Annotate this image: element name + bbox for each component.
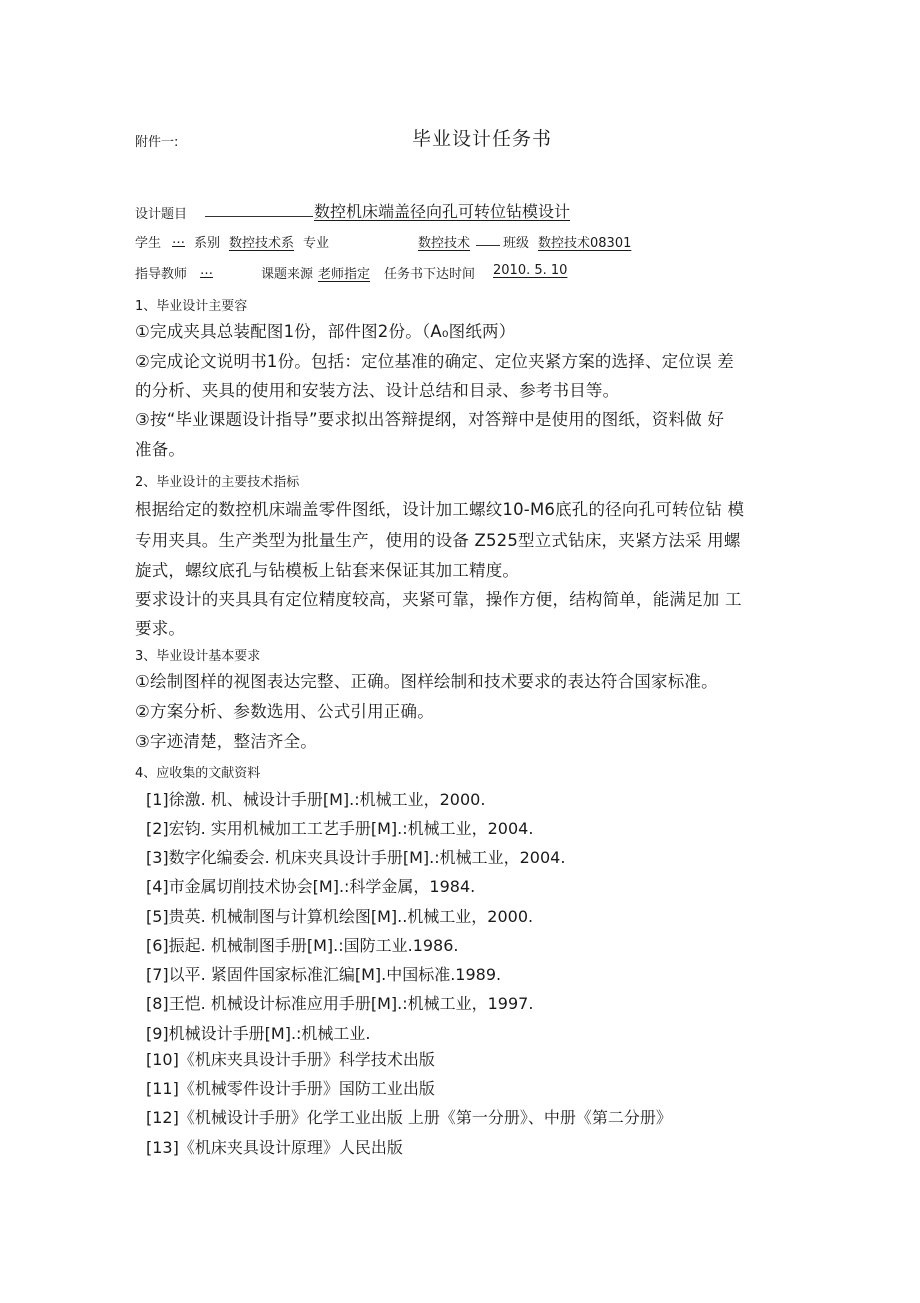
source-value: 老师指定 (318, 267, 371, 282)
section-2-line: 要求。 (135, 619, 186, 638)
topic-underline (205, 201, 313, 217)
section-1-line: ②完成论文说明书1份。包括：定位基准的确定、定位夹紧方案的选择、定位误 差 (135, 352, 734, 371)
section-2-line: 要求设计的夹具具有定位精度较高，夹紧可靠，操作方便，结构简单，能满足加 工 (135, 590, 742, 609)
reference-item: [8]王恺. 机械设计标准应用手册[M].:机械工业，1997. (146, 994, 534, 1013)
section-1-line: ①完成夹具总装配图1份，部件图2份。（A₀图纸两） (135, 322, 516, 341)
document-title: 毕业设计任务书 (412, 128, 553, 150)
reference-item: [3]数字化编委会. 机床夹具设计手册[M].:机械工业，2004. (146, 848, 566, 867)
section-2-line: 根据给定的数控机床端盖零件图纸，设计加工螺纹10-M6底孔的径向孔可转位钻 模 (135, 500, 745, 519)
section-1-line: 的分析、夹具的使用和安装方法、设计总结和目录、参考书目等。 (135, 381, 620, 400)
reference-item: [7]以平. 紧固件国家标准汇编[M].中国标准.1989. (146, 965, 502, 984)
section-3-line: ①绘制图样的视图表达完整、正确。图样绘制和技术要求的表达符合国家标准。 (135, 672, 718, 691)
major-value: 数控技术 (418, 236, 471, 251)
section-1-line: ③按“毕业课题设计指导”要求拟出答辩提纲，对答辩中是使用的图纸，资料做 好 (135, 410, 725, 429)
reference-item: [5]贵英. 机械制图与计算机绘图[M]..机械工业，2000. (146, 907, 534, 926)
reference-item: [2]宏钧. 实用机械加工工艺手册[M].:机械工业，2004. (146, 819, 534, 838)
student-label: 学生 (135, 236, 162, 251)
advisor-value: … (200, 263, 213, 278)
major-underline (476, 230, 500, 246)
reference-item: [4]市金属切削技术协会[M].:科学金属，1984. (146, 877, 476, 896)
section-2-line: 专用夹具。生产类型为批量生产，使用的设备 Z525型立式钻床，夹紧方法采 用螺 (135, 531, 741, 550)
reference-item: [11]《机械零件设计手册》国防工业出版 (146, 1079, 435, 1098)
section-3-line: ②方案分析、参数选用、公式引用正确。 (135, 702, 434, 721)
reference-item: [12]《机械设计手册》化学工业出版 上册《第一分册》、中册《第二分册》 (146, 1108, 672, 1127)
section-3-line: ③字迹清楚，整洁齐全。 (135, 732, 317, 751)
student-value: … (172, 232, 185, 247)
issue-date-label: 任务书下达时间 (384, 267, 476, 282)
section-2-heading: 2、毕业设计的主要技术指标 (135, 475, 300, 490)
class-value: 数控技术08301 (538, 236, 632, 251)
department-value: 数控技术系 (229, 236, 295, 251)
section-1-line: 准备。 (135, 440, 186, 459)
topic-label: 设计题目 (135, 207, 188, 222)
major-label: 专业 (303, 236, 330, 251)
reference-item: [1]徐激. 机、械设计手册[M].:机械工业，2000. (146, 790, 486, 809)
advisor-label: 指导教师 (135, 267, 188, 282)
class-label: 班级 (503, 236, 530, 251)
reference-item: [13]《机床夹具设计原理》人民出版 (146, 1138, 403, 1157)
reference-item: [6]振起. 机械制图手册[M].:国防工业.1986. (146, 936, 459, 955)
section-4-heading: 4、应收集的文献资料 (135, 766, 261, 781)
section-1-heading: 1、毕业设计主要容 (135, 299, 248, 314)
department-label: 系别 (194, 236, 221, 251)
attachment-label: 附件一: (135, 135, 179, 150)
section-3-heading: 3、毕业设计基本要求 (135, 649, 261, 664)
reference-item: [10]《机床夹具设计手册》科学技术出版 (146, 1050, 435, 1069)
topic-value: 数控机床端盖径向孔可转位钻模设计 (314, 202, 571, 221)
issue-date-value: 2010. 5. 10 (493, 263, 568, 278)
section-2-line: 旋式，螺纹底孔与钻模板上钻套来保证其加工精度。 (135, 561, 520, 580)
reference-item: [9]机械设计手册[M].:机械工业. (146, 1024, 371, 1043)
source-label: 课题来源 (261, 267, 314, 282)
